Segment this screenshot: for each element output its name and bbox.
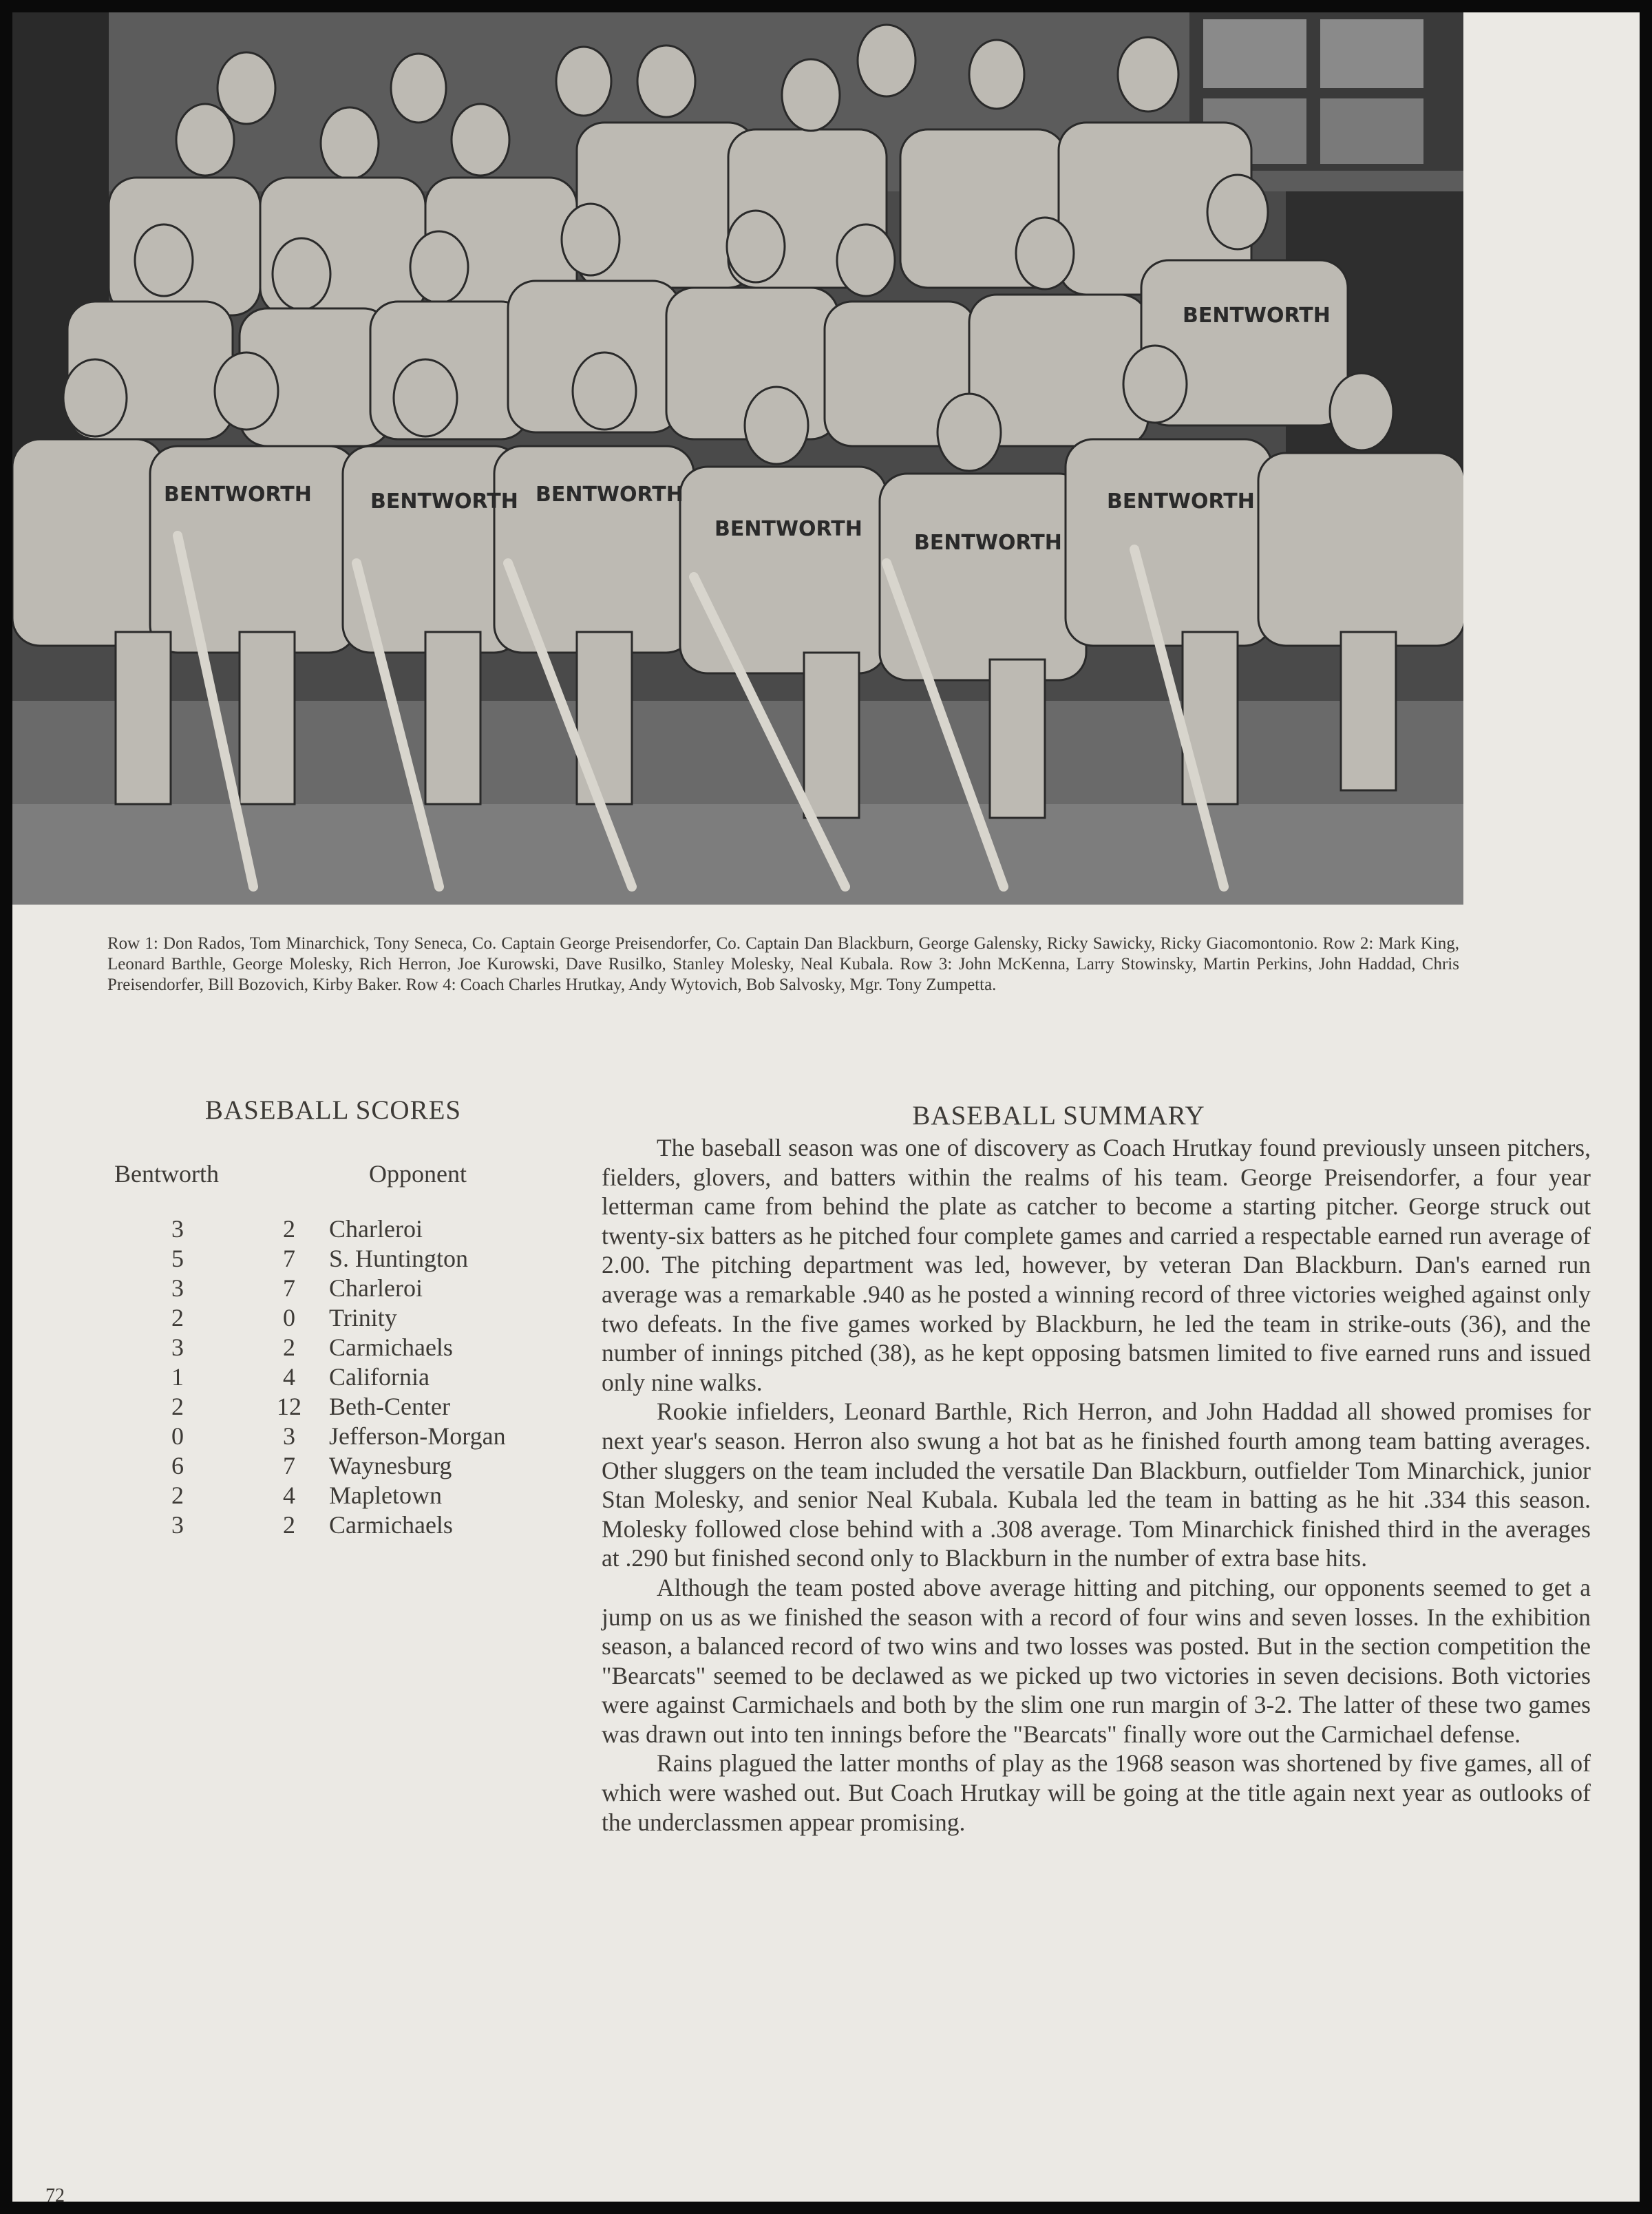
bentworth-score: 2 xyxy=(171,1393,184,1420)
opponent-score: 2 xyxy=(283,1333,295,1361)
summary-paragraph: Rains plagued the latter months of play as the 1968 season was shortened by five games, all of which were washed out. But Coach Hrutkay will be going at the title again next year as outlooks of the underclassmen appear promising. xyxy=(602,1749,1591,1836)
opponent-team: Carmichaels xyxy=(329,1333,453,1361)
score-row xyxy=(109,1333,591,1362)
opponent-team: Mapletown xyxy=(329,1482,442,1509)
jersey-text: BENTWORTH xyxy=(714,517,862,541)
summary-paragraph: The baseball season was one of discovery as Coach Hrutkay found previously unseen pitchers, fielders, glovers, and batters within the realms of his team. George Preisendorfer, a four year letterman came from behind the plate as catcher to become a starting pitcher. George struck out twenty-six batters as he pitched four complete games and carried a respectable earned run average of 2.00. The pitching department was led, however, by veteran Dan Blackburn. Dan's earned run average was a remarkable .940 as he posted a winning record of three victories weighed against only two defeats. In the five games worked by Blackburn, he led the team in strike-outs (36), and the number of innings pitched (38), as he kept opposing batsmen limited to five earned runs and issued only nine walks. xyxy=(602,1134,1591,1396)
jersey-text: BENTWORTH xyxy=(1183,304,1331,328)
opponent-score: 7 xyxy=(283,1274,295,1302)
opponent-score: 7 xyxy=(283,1245,295,1272)
bentworth-score: 3 xyxy=(171,1215,184,1243)
opponent-score: 3 xyxy=(283,1422,295,1450)
opponent-team: Beth-Center xyxy=(329,1393,450,1420)
jersey-text: BENTWORTH xyxy=(1107,489,1255,514)
opponent-score: 4 xyxy=(283,1363,295,1391)
team-photo xyxy=(12,12,1463,905)
yearbook-page xyxy=(12,12,1640,2206)
bentworth-score: 2 xyxy=(171,1304,184,1331)
opponent-team: California xyxy=(329,1363,430,1391)
summary-title: BASEBALL SUMMARY xyxy=(912,1101,1205,1130)
team-photo-illustration xyxy=(12,12,1463,905)
score-row xyxy=(109,1451,591,1481)
opponent-column-header: Opponent xyxy=(369,1160,467,1188)
jersey-text: BENTWORTH xyxy=(536,483,684,507)
score-row xyxy=(109,1362,591,1392)
opponent-team: Charleroi xyxy=(329,1274,423,1302)
bentworth-score: 3 xyxy=(171,1333,184,1361)
bentworth-score: 3 xyxy=(171,1511,184,1539)
opponent-team: Jefferson-Morgan xyxy=(329,1422,506,1450)
score-row xyxy=(109,1392,591,1422)
opponent-team: Trinity xyxy=(329,1304,397,1331)
jersey-text: BENTWORTH xyxy=(914,531,1062,555)
score-row xyxy=(109,1274,591,1303)
bentworth-score: 0 xyxy=(171,1422,184,1450)
opponent-team: Waynesburg xyxy=(329,1452,452,1479)
jersey-text: BENTWORTH xyxy=(164,483,312,507)
opponent-score: 4 xyxy=(283,1482,295,1509)
summary-paragraph: Although the team posted above average hitting and pitching, our opponents seemed to get a jump on us as we finished the season with a record of four wins and seven losses. In the exhibition season, a balanced record of two wins and two losses was posted. But in the section competition the "Bearcats" seemed to be declawed as we picked up two victories in seven decisions. Both victories were against Carmichaels and both by the slim one run margin of 3-2. The latter of these two games was drawn out into ten innings before the "Bearcats" finally wore out the Carmichael defense. xyxy=(602,1573,1591,1748)
opponent-score: 2 xyxy=(283,1511,295,1539)
photo-caption: Row 1: Don Rados, Tom Minarchick, Tony Seneca, Co. Captain George Preisendorfer, Co. Captain Dan Blackburn, George Galensky, Ricky Sawicky, Ricky Giacomontonio. Row 2: Mark King, Leonard Barthle, George Molesky, Rich Herron, Joe Kurowski, Dave Rusilko, Stanley Molesky, Neal Kubala. Row 3: John McKenna, Larry Stowinsky, Martin Perkins, John Haddad, Chris Preisendorfer, Bill Bozovich, Kirby Baker. Row 4: Coach Charles Hrutkay, Andy Wytovich, Bob Salvosky, Mgr. Tony Zumpetta. xyxy=(107,934,1459,994)
bentworth-column-header: Bentworth xyxy=(114,1160,219,1188)
summary-article xyxy=(602,1133,1591,1837)
opponent-score: 12 xyxy=(277,1393,301,1420)
opponent-score: 2 xyxy=(283,1215,295,1243)
bentworth-score: 3 xyxy=(171,1274,184,1302)
score-row xyxy=(109,1510,591,1540)
opponent-team: S. Huntington xyxy=(329,1245,469,1272)
scores-title: BASEBALL SCORES xyxy=(204,1095,462,1125)
bentworth-score: 2 xyxy=(171,1482,184,1509)
scores-table xyxy=(109,1214,591,1540)
score-row xyxy=(109,1422,591,1451)
score-row xyxy=(109,1214,591,1244)
bentworth-score: 1 xyxy=(171,1363,184,1391)
page-number: 72 xyxy=(45,2185,65,2206)
score-row xyxy=(109,1481,591,1510)
score-row xyxy=(109,1244,591,1274)
opponent-score: 7 xyxy=(283,1452,295,1479)
bentworth-score: 5 xyxy=(171,1245,184,1272)
summary-paragraph: Rookie infielders, Leonard Barthle, Rich Herron, and John Haddad all showed promises for next year's season. Herron also swung a hot bat as he finished fourth among team batting averages. Other sluggers on the team included the versatile Dan Blackburn, outfielder Tom Minarchick, junior Stan Molesky, and senior Neal Kubala. Kubala led the team in batting as he hit .334 this season. Molesky followed close behind with a .308 average. Tom Minarchick finished third in the averages at .290 but finished second only to Blackburn in the number of extra base hits. xyxy=(602,1398,1591,1572)
opponent-team: Charleroi xyxy=(329,1215,423,1243)
opponent-team: Carmichaels xyxy=(329,1511,453,1539)
score-row xyxy=(109,1303,591,1333)
bentworth-score: 6 xyxy=(171,1452,184,1479)
jersey-text: BENTWORTH xyxy=(370,489,518,514)
opponent-score: 0 xyxy=(283,1304,295,1331)
